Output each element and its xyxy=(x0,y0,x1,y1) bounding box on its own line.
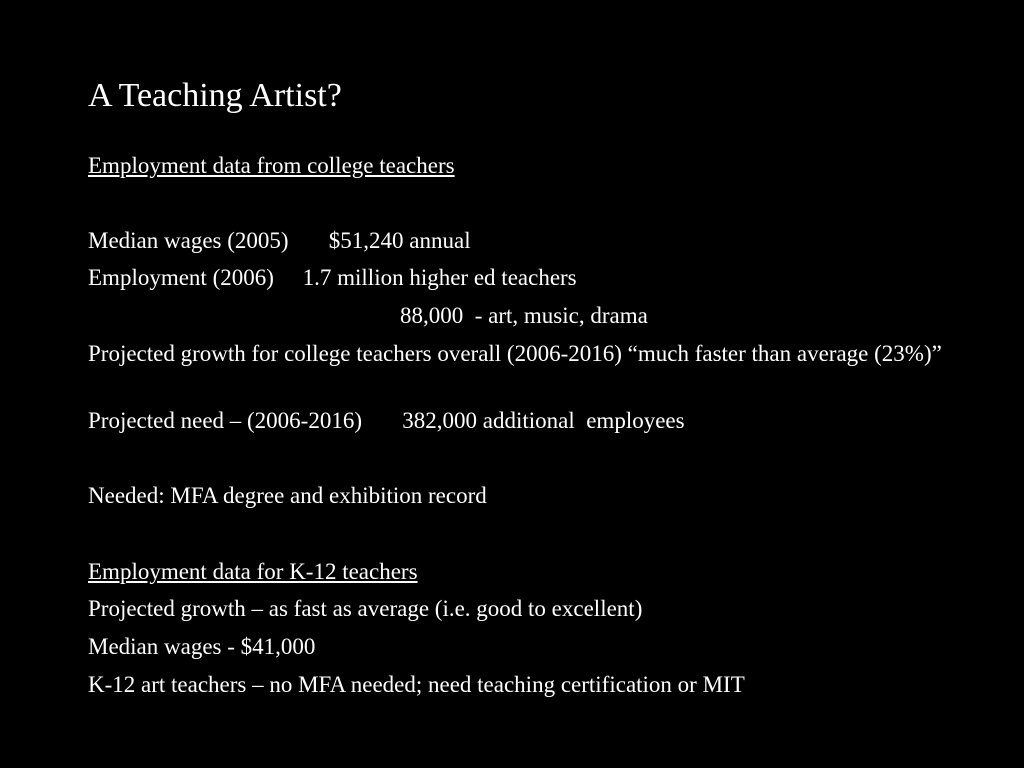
college-median-wages: Median wages (2005) $51,240 annual xyxy=(88,228,471,253)
college-requirements: Needed: MFA degree and exhibition record xyxy=(88,483,487,508)
k12-heading: Employment data for K-12 teachers xyxy=(88,559,418,584)
college-employment: Employment (2006) 1.7 million higher ed teachers xyxy=(88,265,577,290)
college-employment-art: 88,000 - art, music, drama xyxy=(400,303,648,328)
slide-title: A Teaching Artist? xyxy=(88,77,342,114)
college-projected-need: Projected need – (2006-2016) 382,000 additional employees xyxy=(88,408,685,433)
college-projected-growth: Projected growth for college teachers overall (2006-2016) “much faster than average (23%)” xyxy=(88,341,942,366)
k12-median-wages: Median wages - $41,000 xyxy=(88,634,316,659)
k12-projected-growth: Projected growth – as fast as average (i.e. good to excellent) xyxy=(88,596,643,621)
college-heading: Employment data from college teachers xyxy=(88,153,455,178)
k12-requirements: K-12 art teachers – no MFA needed; need teaching certification or MIT xyxy=(88,672,745,697)
